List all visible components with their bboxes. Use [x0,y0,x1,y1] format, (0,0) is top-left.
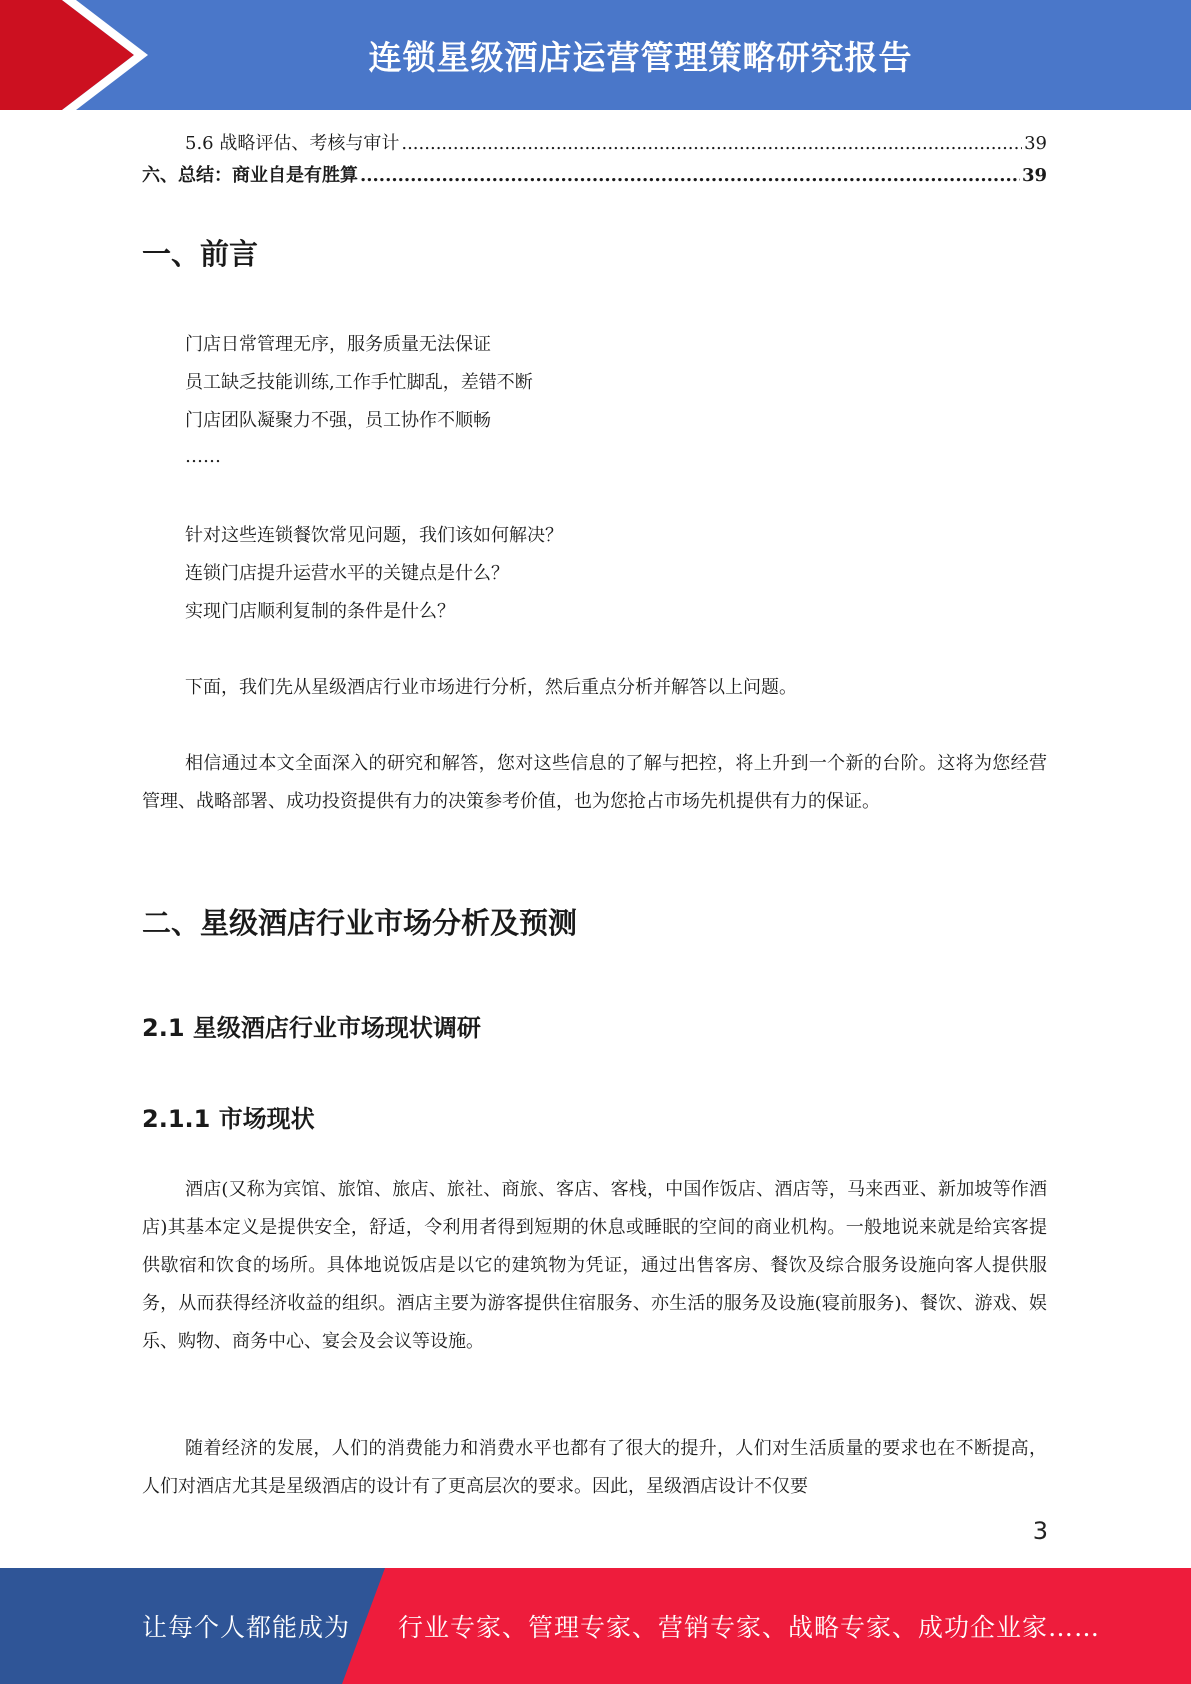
problem-line: 门店团队凝聚力不强，员工协作不顺畅 [185,410,491,431]
problem-line: 员工缺乏技能训练,工作手忙脚乱，差错不断 [185,372,533,393]
toc-entry-page: 39 [1024,133,1047,154]
question-line: 针对这些连锁餐饮常见问题，我们该如何解决？ [185,525,563,546]
section-heading: 一、前言 [142,237,259,271]
footer-slogan-left: 让每个人都能成为 [142,1613,351,1642]
body-paragraph: 酒店(又称为宾馆、旅馆、旅店、旅社、商旅、客店、客栈，中国作饭店、酒店等，马来西亚、新加坡等作酒店)其基本定义是提供安全，舒适，令利用者得到短期的休息或睡眠的空间的商业机构。一般地说来就是给宾客提供歇宿和饮食的场所。具体地说饭店是以它的建筑物为凭证，通过出售客房、餐饮及综合服务设施向客人提供服务，从而获得经济收益的组织。酒店主要为游客提供住宿服务、亦生活的服务及设施(寝前服务)、餐饮、游戏、娱乐、购物、商务中心、宴会及会议等设施。 [142,1179,1047,1352]
toc-leader [401,128,1022,160]
page-content [142,128,1047,1497]
section-heading: 二、星级酒店行业市场分析及预测 [142,906,578,940]
report-title: 连锁星级酒店运营管理策略研究报告 [368,37,913,77]
toc-leader [360,160,1020,192]
subsection-heading: 2.1 星级酒店行业市场现状调研 [142,1014,481,1042]
ellipsis-line: …… [185,446,221,467]
footer-slogan-right: 行业专家、管理专家、营销专家、战略专家、成功企业家…… [398,1613,1101,1642]
footer-banner [0,1568,1191,1684]
toc-entry-page: 39 [1021,165,1047,186]
toc-entry[interactable] [142,160,1047,192]
page-number: 3 [1032,1517,1048,1545]
header-chevron-icon [0,0,150,110]
question-line: 实现门店顺利复制的条件是什么？ [185,601,455,622]
toc-entry-label: 六、总结：商业自是有胜算 [142,165,358,186]
header-banner [0,0,1191,110]
problem-line: 门店日常管理无序，服务质量无法保证 [185,334,491,355]
subsubsection-heading: 2.1.1 市场现状 [142,1105,315,1133]
body-paragraph: 随着经济的发展，人们的消费能力和消费水平也都有了很大的提升，人们对生活质量的要求也在不断提高，人们对酒店尤其是星级酒店的设计有了更高层次的要求。因此，星级酒店设计不仅要 [142,1438,1047,1497]
toc-entry[interactable] [142,128,1047,160]
body-paragraph: 相信通过本文全面深入的研究和解答，您对这些信息的了解与把控，将上升到一个新的台阶。这将为您经营管理、战略部署、成功投资提供有力的决策参考价值，也为您抢占市场先机提供有力的保证。 [142,753,1047,812]
question-line: 连锁门店提升运营水平的关键点是什么？ [185,563,509,584]
toc-entry-label: 5.6 战略评估、考核与审计 [185,133,400,154]
body-paragraph: 下面，我们先从星级酒店行业市场进行分析，然后重点分析并解答以上问题。 [185,677,797,698]
